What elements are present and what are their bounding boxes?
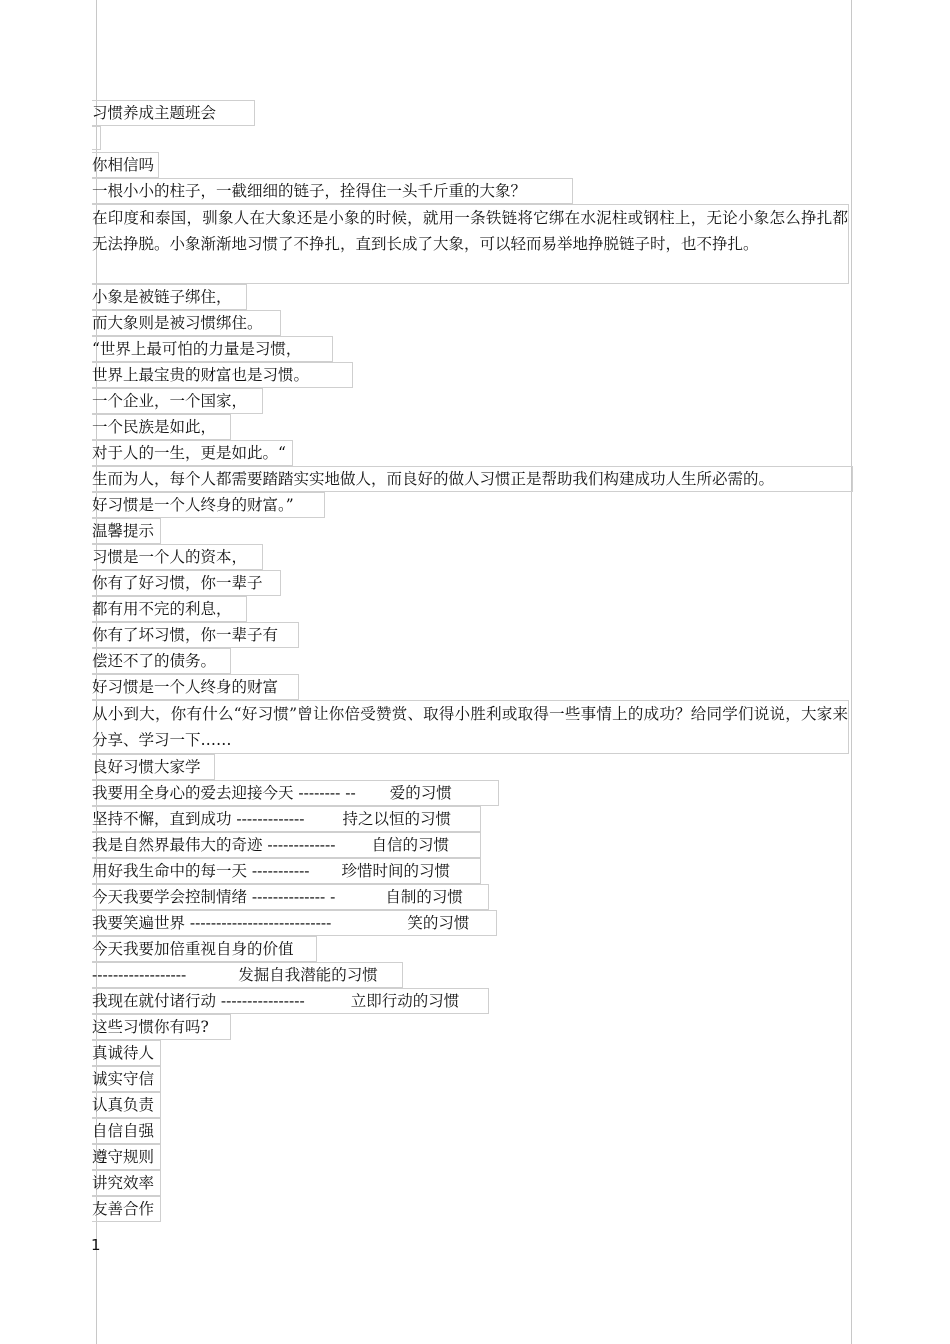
text-line: 而大象则是被习惯绑住。	[92, 310, 281, 336]
text-line: 生而为人，每个人都需要踏踏实实地做人，而良好的做人习惯正是帮助我们构建成功人生所必需的。	[92, 466, 853, 492]
check-item	[92, 1092, 852, 1118]
check-item	[92, 1144, 852, 1170]
empty-text-box	[92, 126, 101, 150]
check-item	[92, 1118, 852, 1144]
text-line: 习惯是一个人的资本，	[92, 544, 263, 570]
text-line: 好习惯是一个人终身的财富。”	[92, 492, 325, 518]
check-item	[92, 1196, 852, 1222]
check-item	[92, 1040, 852, 1066]
habit-row	[92, 780, 852, 806]
habit-row	[92, 936, 852, 962]
check-item	[92, 1170, 852, 1196]
text-line: 一个民族是如此，	[92, 414, 231, 440]
text-line: 小象是被链子绑住，	[92, 284, 247, 310]
intro-line	[92, 152, 852, 178]
share-paragraph: 从小到大，你有什么“好习惯”曾让你倍受赞赏、取得小胜利或取得一些事情上的成功？给同学们说说，大家来分享、学习一下……	[92, 700, 849, 754]
text-line: 都有用不完的利息，	[92, 596, 247, 622]
habit-motto: 我要笑遍世界 ---------------------------	[92, 914, 332, 932]
text-line: “世界上最可怕的力量是习惯，	[92, 336, 333, 362]
habit-name: 珍惜时间的习惯	[341, 862, 451, 880]
intro-line	[92, 492, 852, 518]
habit-row	[92, 806, 852, 832]
intro-line	[92, 414, 852, 440]
tip-heading-line	[92, 518, 852, 544]
document-body	[92, 100, 852, 1222]
habit-name: 自制的习惯	[385, 888, 463, 906]
tip-line	[92, 596, 852, 622]
doc-title: 习惯养成主题班会	[92, 100, 255, 126]
text-line: 好习惯是一个人终身的财富	[92, 674, 299, 700]
intro-line	[92, 310, 852, 336]
elephant-paragraph: 在印度和泰国，驯象人在大象还是小象的时候，就用一条铁链将它绑在水泥柱或钢柱上，无论小象怎么挣扎都无法挣脱。小象渐渐地习惯了不挣扎，直到长成了大象，可以轻而易举地挣脱链子时，也不挣扎。	[92, 204, 849, 284]
check-heading-line	[92, 1014, 852, 1040]
habit-motto: 坚持不懈，直到成功 -------------	[92, 810, 305, 828]
habit-motto: 今天我要加倍重视自身的价值	[92, 936, 317, 962]
habit-row	[92, 884, 852, 910]
habit-motto: 我是自然界最伟大的奇迹 -------------	[92, 836, 336, 854]
tip-line	[92, 622, 852, 648]
intro-question: 你相信吗	[92, 152, 159, 178]
habit-item: 讲究效率	[92, 1170, 161, 1196]
text-line: 你有了好习惯，你一辈子	[92, 570, 281, 596]
check-item	[92, 1066, 852, 1092]
habit-motto: 用好我生命中的每一天 -----------	[92, 862, 310, 880]
habit-item: 认真负责	[92, 1092, 161, 1118]
tip-line	[92, 544, 852, 570]
habit-motto: 我现在就付诸行动 ----------------	[92, 992, 305, 1010]
habit-row	[92, 858, 852, 884]
habit-item: 自信自强	[92, 1118, 161, 1144]
text-line: 对于人的一生，更是如此。“	[92, 440, 293, 466]
tip-heading: 温馨提示	[92, 518, 161, 544]
intro-line	[92, 178, 852, 204]
intro-line	[92, 388, 852, 414]
habit-name: 持之以恒的习惯	[342, 810, 452, 828]
text-line: 世界上最宝贵的财富也是习惯。	[92, 362, 353, 388]
habit-name: 自信的习惯	[371, 836, 450, 854]
habit-row	[92, 988, 852, 1014]
habit-motto: 我要用全身心的爱去迎接今天 -------- --	[92, 784, 356, 802]
learn-heading-line	[92, 754, 852, 780]
habit-item: 诚实守信	[92, 1066, 161, 1092]
learn-heading: 良好习惯大家学	[92, 754, 215, 780]
intro-line	[92, 284, 852, 310]
intro-line	[92, 362, 852, 388]
tip-line	[92, 648, 852, 674]
habit-name: 笑的习惯	[407, 914, 470, 932]
habit-item: 遵守规则	[92, 1144, 161, 1170]
text-line: 一个企业，一个国家，	[92, 388, 263, 414]
habit-row	[92, 832, 852, 858]
doc-title-line	[92, 100, 852, 126]
habit-row	[92, 962, 852, 988]
habit-row	[92, 910, 852, 936]
intro-question-2: 一根小小的柱子，一截细细的链子，拴得住一头千斤重的大象？	[92, 178, 573, 204]
intro-line	[92, 440, 852, 466]
intro-line	[92, 466, 852, 492]
text-line: 你有了坏习惯，你一辈子有	[92, 622, 299, 648]
habit-dashes: ------------------	[92, 966, 187, 984]
habit-name: 爱的习惯	[389, 784, 452, 802]
tip-line	[92, 570, 852, 596]
habit-item: 友善合作	[92, 1196, 161, 1222]
blank-line	[92, 126, 852, 152]
habit-motto: 今天我要学会控制情绪 -------------- -	[92, 888, 336, 906]
habit-name: 立即行动的习惯	[350, 992, 460, 1010]
intro-line	[92, 336, 852, 362]
tip-line	[92, 674, 852, 700]
habit-name: 发掘自我潜能的习惯	[238, 966, 378, 984]
page-number: 1	[91, 1236, 101, 1254]
habit-item: 真诚待人	[92, 1040, 161, 1066]
text-line: 偿还不了的债务。	[92, 648, 231, 674]
check-heading: 这些习惯你有吗?	[92, 1014, 231, 1040]
